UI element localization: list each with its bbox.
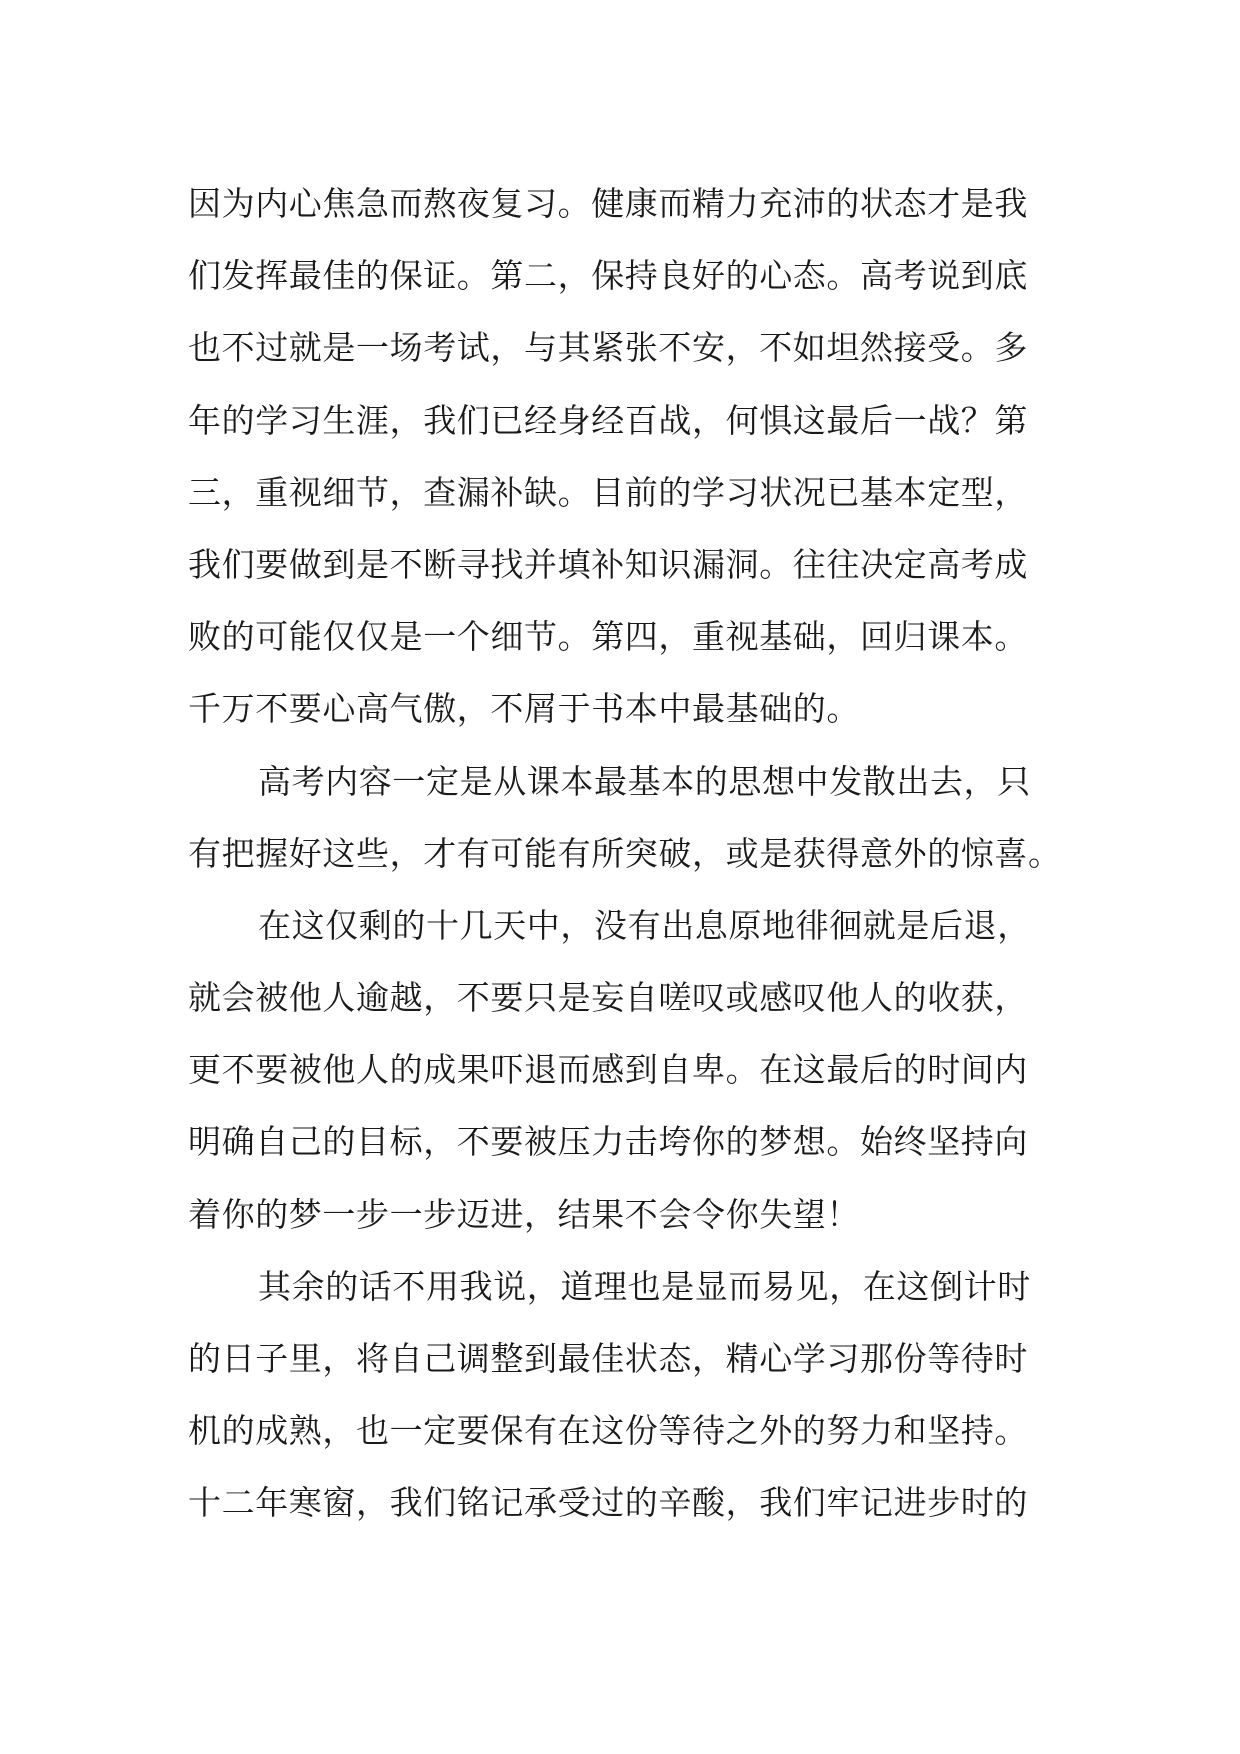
text-line: 就会被他人逾越，不要只是妄自嗟叹或感叹他人的收获， <box>188 978 1028 1018</box>
text-line: 也不过就是一场考试，与其紧张不安，不如坦然接受。多 <box>188 328 1028 368</box>
text-line: 的日子里，将自己调整到最佳状态，精心学习那份等待时 <box>188 1339 1028 1378</box>
text-line: 三，重视细节，查漏补缺。目前的学习状况已基本定型， <box>188 472 1028 512</box>
text-line: 们发挥最佳的保证。第二，保持良好的心态。高考说到底 <box>188 256 1028 296</box>
text-line: 败的可能仅仅是一个细节。第四，重视基础，回归课本。 <box>188 617 1028 657</box>
text-line: 其余的话不用我说，道理也是显而易见，在这倒计时 <box>258 1266 1031 1306</box>
text-line: 机的成熟，也一定要保有在这份等待之外的努力和坚持。 <box>188 1411 1028 1451</box>
text-line: 千万不要心高气傲，不屑于书本中最基础的。 <box>188 689 860 729</box>
text-line: 有把握好这些，才有可能有所突破，或是获得意外的惊喜。 <box>188 833 1062 873</box>
text-line: 着你的梦一步一步迈进，结果不会令你失望！ <box>188 1194 860 1234</box>
text-line: 我们要做到是不断寻找并填补知识漏洞。往往决定高考成 <box>188 544 1028 584</box>
body-text <box>188 168 1060 1540</box>
text-line: 明确自己的目标，不要被压力击垮你的梦想。始终坚持向 <box>188 1122 1028 1162</box>
text-line: 更不要被他人的成果吓退而感到自卑。在这最后的时间内 <box>188 1050 1028 1090</box>
text-line: 因为内心焦急而熬夜复习。健康而精力充沛的状态才是我 <box>188 184 1028 223</box>
text-line: 年的学习生涯，我们已经身经百战，何惧这最后一战？第 <box>188 400 1028 440</box>
text-line: 十二年寒窗，我们铭记承受过的辛酸，我们牢记进步时的 <box>188 1483 1028 1523</box>
text-line: 在这仅剩的十几天中，没有出息原地徘徊就是后退， <box>258 905 1031 945</box>
text-line: 高考内容一定是从课本最基本的思想中发散出去，只 <box>258 761 1031 801</box>
